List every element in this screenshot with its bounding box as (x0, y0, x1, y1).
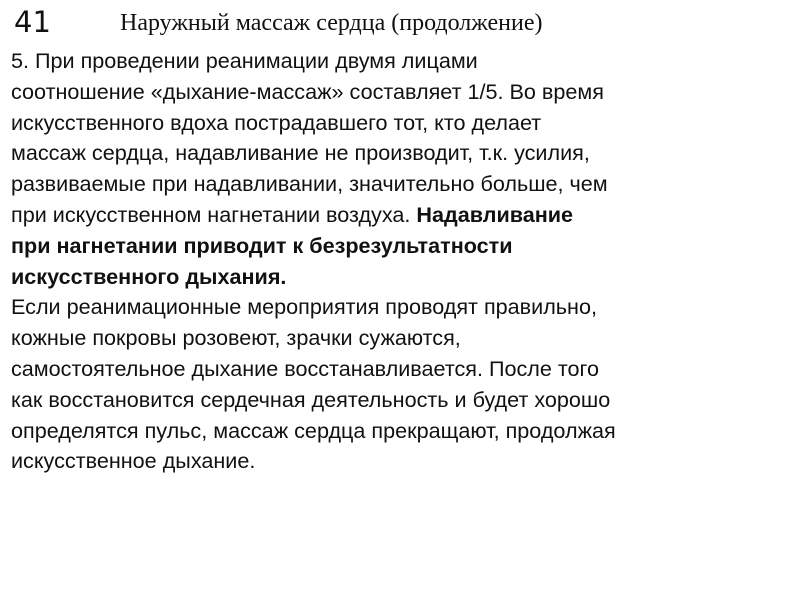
text-line: соотношение «дыхание-массаж» составляет 1/5. Во время (11, 78, 604, 104)
text-line: определятся пульс, массаж сердца прекращают, продолжая (11, 417, 616, 443)
text-line: кожные покровы розовеют, зрачки сужаются, (11, 325, 461, 351)
text-line: самостоятельное дыхание восстанавливается. После того (11, 355, 599, 381)
paragraph-success-signs (11, 292, 796, 477)
text-line: искусственного вдоха пострадавшего тот, кто делает (11, 109, 542, 135)
slide-number: 41 (14, 5, 51, 39)
bold-text-line: искусственного дыхания. (11, 263, 287, 289)
text-line: искусственное дыхание. (11, 448, 256, 474)
text-line: как восстановится сердечная деятельность и будет хорошо (11, 386, 611, 412)
text-run: при искусственном нагнетании воздуха. (11, 201, 417, 227)
paragraph-resuscitation-ratio (11, 46, 796, 292)
bold-text-run: Надавливание (416, 201, 574, 227)
text-line: массаж сердца, надавливание не производит, т.к. усилия, (11, 140, 590, 166)
text-line: 5. При проведении реанимации двумя лицами (11, 48, 478, 73)
bold-text-line: при нагнетании приводит к безрезультатности (11, 232, 513, 258)
slide-body (11, 46, 796, 477)
slide-title: Наружный массаж сердца (продолжение) (120, 10, 543, 36)
text-line: развиваемые при надавливании, значительно больше, чем (11, 171, 608, 197)
text-line: Если реанимационные мероприятия проводят правильно, (11, 294, 597, 320)
text-line-mixed (11, 200, 796, 231)
